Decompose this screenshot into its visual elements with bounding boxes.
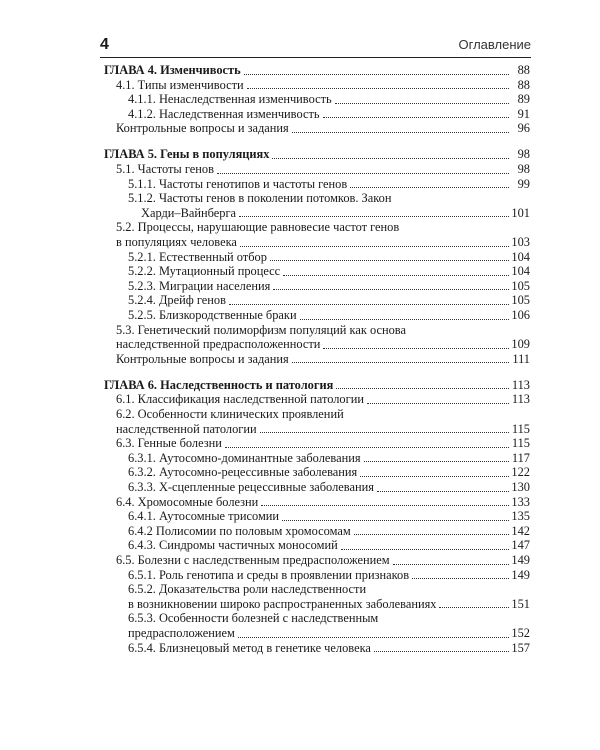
toc-entry[interactable]: 6.5. Болезни с наследственным предрасположением 149 [116, 553, 530, 567]
toc-entry[interactable]: 5.1.2. Частоты генов в поколении потомков. Закон Харди–Вайнберга 101 [128, 191, 530, 220]
page-header [100, 36, 531, 58]
page-ref: 88 [517, 63, 530, 77]
toc-entry[interactable]: 6.3.2. Аутосомно-рецессивные заболевания 122 [128, 465, 530, 480]
toc-entry[interactable]: 4.1.1. Ненаследственная изменчивость 89 [128, 92, 530, 107]
dot-leader [244, 73, 509, 75]
chapter-title: ГЛАВА 4. Изменчивость [104, 63, 241, 77]
chapter-6 [104, 378, 530, 655]
toc-entry[interactable]: 6.4.3. Синдромы частичных моносомий 147 [128, 538, 530, 553]
toc-entry[interactable]: 6.3.1. Аутосомно-доминантные заболевания 117 [128, 450, 530, 465]
toc-entry[interactable]: 6.5.4. Близнецовый метод в генетике человека 157 [128, 640, 530, 655]
toc-entry[interactable]: 5.1. Частоты генов 98 [116, 162, 530, 177]
chapter-heading[interactable]: ГЛАВА 5. Гены в популяциях 98 [104, 147, 530, 162]
table-of-contents [104, 63, 530, 667]
chapter-heading[interactable] [104, 63, 530, 78]
chapter-title: ГЛАВА 6. Наследственность и патология [104, 377, 334, 392]
toc-entry[interactable]: 4.1. Типы изменчивости 88 [116, 77, 530, 92]
page-number: 4 [100, 36, 109, 53]
chapter-4 [104, 63, 530, 136]
chapter-heading[interactable]: ГЛАВА 6. Наследственность и патология 113 [104, 377, 530, 392]
toc-entry[interactable]: 6.3.3. Х-сцепленные рецессивные заболевания 130 [128, 480, 530, 495]
toc-entry[interactable]: 6.4.1. Аутосомные трисомии 135 [128, 509, 530, 524]
toc-entry[interactable]: 5.1.1. Частоты генотипов и частоты генов 99 [128, 176, 530, 191]
toc-entry[interactable]: 6.5.1. Роль генотипа и среды в проявлении признаков 149 [128, 567, 530, 582]
toc-entry[interactable]: 5.2.1. Естественный отбор 104 [128, 249, 530, 264]
toc-entry[interactable]: 6.4.2 Полисомии по половым хромосомам 142 [128, 523, 530, 538]
toc-entry[interactable]: Контрольные вопросы и задания 96 [116, 121, 530, 136]
toc-entry[interactable]: 5.2.5. Близкородственные браки 106 [128, 308, 530, 322]
toc-entry[interactable]: 4.1.2. Наследственная изменчивость 91 [128, 106, 530, 121]
toc-entry[interactable]: 5.2.3. Миграции населения 105 [128, 278, 530, 293]
toc-entry[interactable]: 6.2. Особенности клинических проявлений наследственной патологии 115 [116, 407, 530, 436]
toc-entry[interactable]: 5.2.4. Дрейф генов 105 [128, 293, 530, 308]
toc-entry[interactable]: 6.5.3. Особенности болезней с наследственным предрасположением 152 [128, 611, 530, 640]
toc-entry[interactable]: 5.2.2. Мутационный процесс 104 [128, 264, 530, 279]
toc-entry[interactable]: 5.2. Процессы, нарушающие равновесие частот генов в популяциях человека 103 [116, 220, 530, 250]
chapter-title: ГЛАВА 5. Гены в популяциях [104, 147, 270, 162]
toc-entry[interactable]: 6.5.2. Доказательства роли наследственности в возникновении широко распространенных заболеваниях 151 [128, 582, 530, 611]
chapter-5 [104, 147, 530, 366]
section-title: Оглавление [458, 37, 531, 52]
toc-entry[interactable]: Контрольные вопросы и задания 111 [116, 351, 530, 366]
toc-entry[interactable]: 6.1. Классификация наследственной патологии 113 [116, 392, 530, 407]
toc-entry[interactable]: 6.4. Хромосомные болезни 133 [116, 494, 530, 509]
toc-entry[interactable]: 6.3. Генные болезни 115 [116, 436, 530, 451]
toc-entry[interactable]: 5.3. Генетический полиморфизм популяций как основа наследственной предрасположенности 109 [116, 322, 530, 352]
